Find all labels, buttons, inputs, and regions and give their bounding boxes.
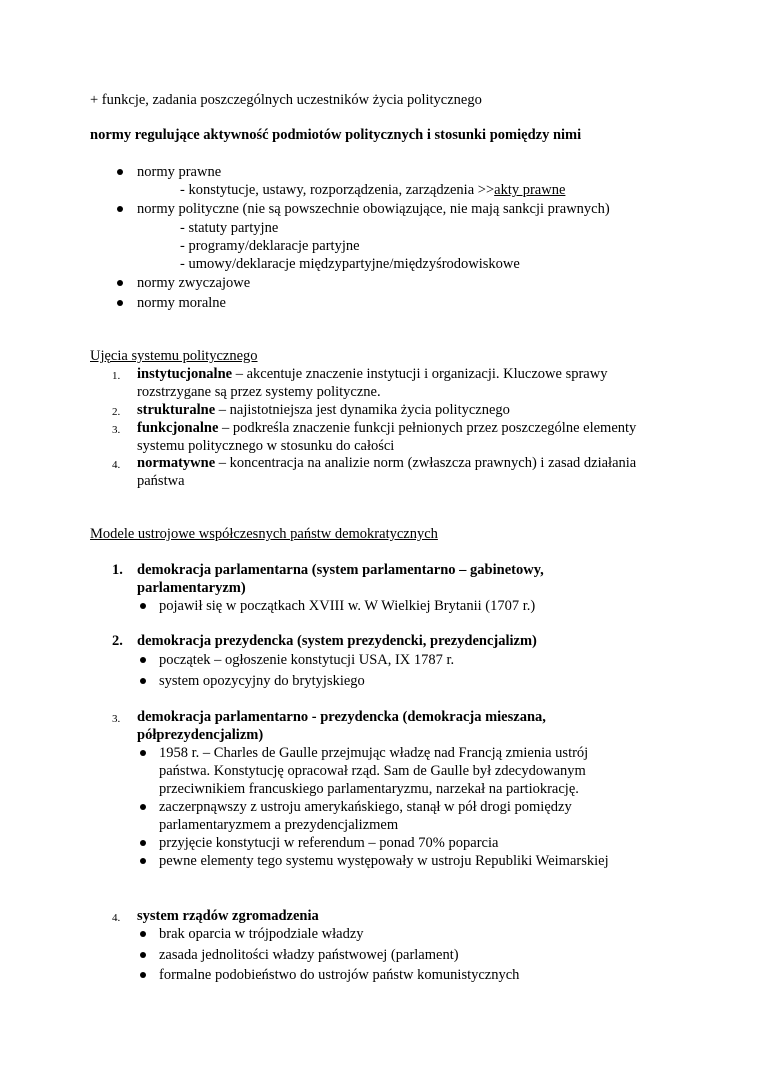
norm-legal: normy prawne: [137, 164, 222, 180]
model-bullet-cont: przeciwnikiem francuskiego parlamentaryzmu, narzekał na partiokrację.: [159, 781, 579, 797]
list-number: 2.: [112, 406, 121, 418]
bullet-icon: [140, 972, 146, 978]
model-bullet: formalne podobieństwo do ustrojów państw komunistycznych: [159, 967, 520, 983]
bullet-icon: [140, 657, 146, 663]
norm-moral: normy moralne: [137, 295, 226, 311]
model-title-cont: półprezydencjalizm): [137, 727, 264, 743]
intro-line: + funkcje, zadania poszczególnych uczestników życia politycznego: [90, 92, 482, 108]
approaches-heading: Ujęcia systemu politycznego: [90, 348, 258, 364]
approach-item: strukturalne – najistotniejsza jest dynamika życia politycznego: [137, 402, 510, 418]
norm-political-sub: - programy/deklaracje partyjne: [180, 238, 360, 254]
approach-item-cont: systemu politycznego w stosunku do całości: [137, 438, 395, 454]
bullet-icon: [140, 678, 146, 684]
model-bullet: pojawił się w początkach XVIII w. W Wielkiej Brytanii (1707 r.): [159, 598, 536, 614]
bullet-icon: [117, 300, 123, 306]
bullet-icon: [140, 603, 146, 609]
list-number: 4.: [112, 912, 121, 924]
list-number: 2.: [112, 633, 123, 649]
models-heading: Modele ustrojowe współczesnych państw demokratycznych: [90, 526, 438, 542]
bullet-icon: [140, 952, 146, 958]
model-title: system rządów zgromadzenia: [137, 908, 319, 924]
norm-political-sub: - statuty partyjne: [180, 220, 279, 236]
bullet-icon: [117, 206, 123, 212]
bullet-icon: [140, 804, 146, 810]
model-bullet-cont: państwa. Konstytucję opracował rząd. Sam de Gaulle był zdecydowanym: [159, 763, 586, 779]
bullet-icon: [117, 169, 123, 175]
legal-acts-link[interactable]: akty prawne: [494, 182, 566, 198]
model-title: demokracja parlamentarna (system parlamentarno – gabinetowy,: [137, 562, 544, 578]
approach-item-cont: państwa: [137, 473, 185, 489]
model-bullet: brak oparcia w trójpodziale władzy: [159, 926, 364, 942]
approach-item-cont: rozstrzygane są przez systemy polityczne.: [137, 384, 381, 400]
list-number: 3.: [112, 713, 121, 725]
model-title: demokracja parlamentarno - prezydencka (demokracja mieszana,: [137, 709, 546, 725]
model-bullet: pewne elementy tego systemu występowały w ustroju Republiki Weimarskiej: [159, 853, 609, 869]
approach-item: normatywne – koncentracja na analizie norm (zwłaszcza prawnych) i zasad działania: [137, 455, 637, 471]
list-number: 1.: [112, 562, 123, 578]
model-bullet-cont: parlamentaryzmem a prezydencjalizmem: [159, 817, 399, 833]
bullet-icon: [140, 931, 146, 937]
list-number: 4.: [112, 459, 121, 471]
norms-heading: normy regulujące aktywność podmiotów politycznych i stosunki pomiędzy nimi: [90, 127, 582, 143]
norm-political: normy polityczne (nie są powszechnie obowiązujące, nie mają sankcji prawnych): [137, 201, 610, 217]
model-bullet: 1958 r. – Charles de Gaulle przejmując władzę nad Francją zmienia ustrój: [159, 745, 589, 761]
model-bullet: przyjęcie konstytucji w referendum – ponad 70% poparcia: [159, 835, 499, 851]
norm-legal-sub-text: - konstytucje, ustawy, rozporządzenia, zarządzenia >>: [180, 182, 495, 198]
model-bullet: system opozycyjny do brytyjskiego: [159, 673, 365, 689]
approach-item: funkcjonalne – podkreśla znaczenie funkcji pełnionych przez poszczególne elementy: [137, 420, 637, 436]
norm-customary: normy zwyczajowe: [137, 275, 251, 291]
bullet-icon: [117, 280, 123, 286]
model-title: demokracja prezydencka (system prezydencki, prezydencjalizm): [137, 633, 537, 649]
model-bullet: początek – ogłoszenie konstytucji USA, IX 1787 r.: [159, 652, 455, 668]
norm-political-sub: - umowy/deklaracje międzypartyjne/międzyśrodowiskowe: [180, 256, 520, 272]
model-bullet: zasada jednolitości władzy państwowej (parlament): [159, 947, 459, 963]
model-bullet: zaczerpnąwszy z ustroju amerykańskiego, stanął w pół drogi pomiędzy: [159, 799, 572, 815]
model-title-cont: parlamentaryzm): [137, 580, 246, 596]
bullet-icon: [140, 840, 146, 846]
bullet-icon: [140, 750, 146, 756]
approach-item: instytucjonalne – akcentuje znaczenie instytucji i organizacji. Kluczowe sprawy: [137, 366, 608, 382]
list-number: 1.: [112, 370, 121, 382]
list-number: 3.: [112, 424, 121, 436]
bullet-icon: [140, 858, 146, 864]
norm-legal-sub: [180, 181, 565, 199]
